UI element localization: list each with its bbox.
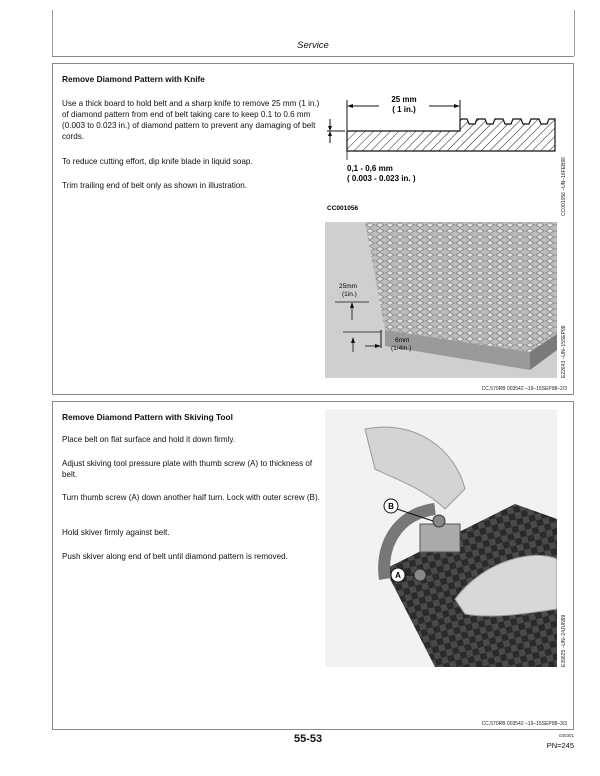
reference-code: CC,570RB 003542 –19–15SEP98–3/3: [481, 721, 567, 727]
figure-side-code: CC001056 –UN–16FEB96: [561, 157, 567, 216]
dimension-label: 25 mm: [391, 95, 417, 104]
dimension-label: ( 1 in.): [392, 105, 416, 114]
figure-code: CC001056: [327, 205, 359, 212]
section-title: Remove Diamond Pattern with Skiving Tool: [62, 412, 233, 422]
page-pn: PN=245: [546, 741, 574, 750]
photo-label: 25mm: [339, 283, 358, 290]
section-title: Remove Diamond Pattern with Knife: [62, 74, 205, 84]
instruction-paragraph: Use a thick board to hold belt and a sharp knife to remove 25 mm (1 in.) of diamond pattern from end of belt taking care to keep 0.1 to 0.6 mm (0.003 to 0.023 in.) of diamond pattern to prevent any damaging of belt cords.: [62, 99, 320, 141]
instruction-paragraph: Adjust skiving tool pressure plate with thumb screw (A) to thickness of belt.: [62, 459, 313, 479]
page-number: 55-53: [294, 733, 323, 745]
skiving-tool-photo: [325, 409, 557, 667]
instruction-paragraph: Push skiver along end of belt until diamond pattern is removed.: [62, 552, 288, 561]
footer-code: 030301: [558, 733, 574, 738]
instruction-paragraph: Place belt on flat surface and hold it down firmly.: [62, 435, 236, 444]
instruction-paragraph: Turn thumb screw (A) down another half turn. Lock with outer screw (B).: [62, 493, 320, 502]
belt-photo: [325, 222, 557, 378]
photo-label: (1in.): [342, 291, 357, 298]
instruction-paragraph: Trim trailing end of belt only as shown in illustration.: [62, 181, 248, 190]
reference-code: CC,570RB 003542 –19–15SEP98–2/3: [481, 386, 567, 392]
dimension-label: ( 0.003 - 0.023 in. ): [347, 174, 416, 183]
photo-side-code: E39625 –UN–24JUN99: [561, 614, 567, 667]
photo-label: 6mm: [395, 337, 410, 344]
page-header: Service: [297, 40, 329, 51]
instruction-paragraph: Hold skiver firmly against belt.: [62, 528, 170, 537]
dimension-label: 0,1 - 0,6 mm: [347, 164, 393, 173]
callout-b: B: [388, 502, 394, 511]
photo-side-code: E22643 –UN–15SEP98: [561, 325, 567, 378]
belt-cross-section-diagram: [325, 86, 565, 216]
header-rule: [52, 56, 574, 57]
callout-a: A: [395, 571, 401, 580]
section-knife: [52, 63, 574, 395]
instruction-paragraph: To reduce cutting effort, dip knife blade in liquid soap.: [62, 157, 253, 166]
photo-label: (1/4in.): [391, 345, 412, 352]
section-skiving-tool: [52, 401, 574, 730]
